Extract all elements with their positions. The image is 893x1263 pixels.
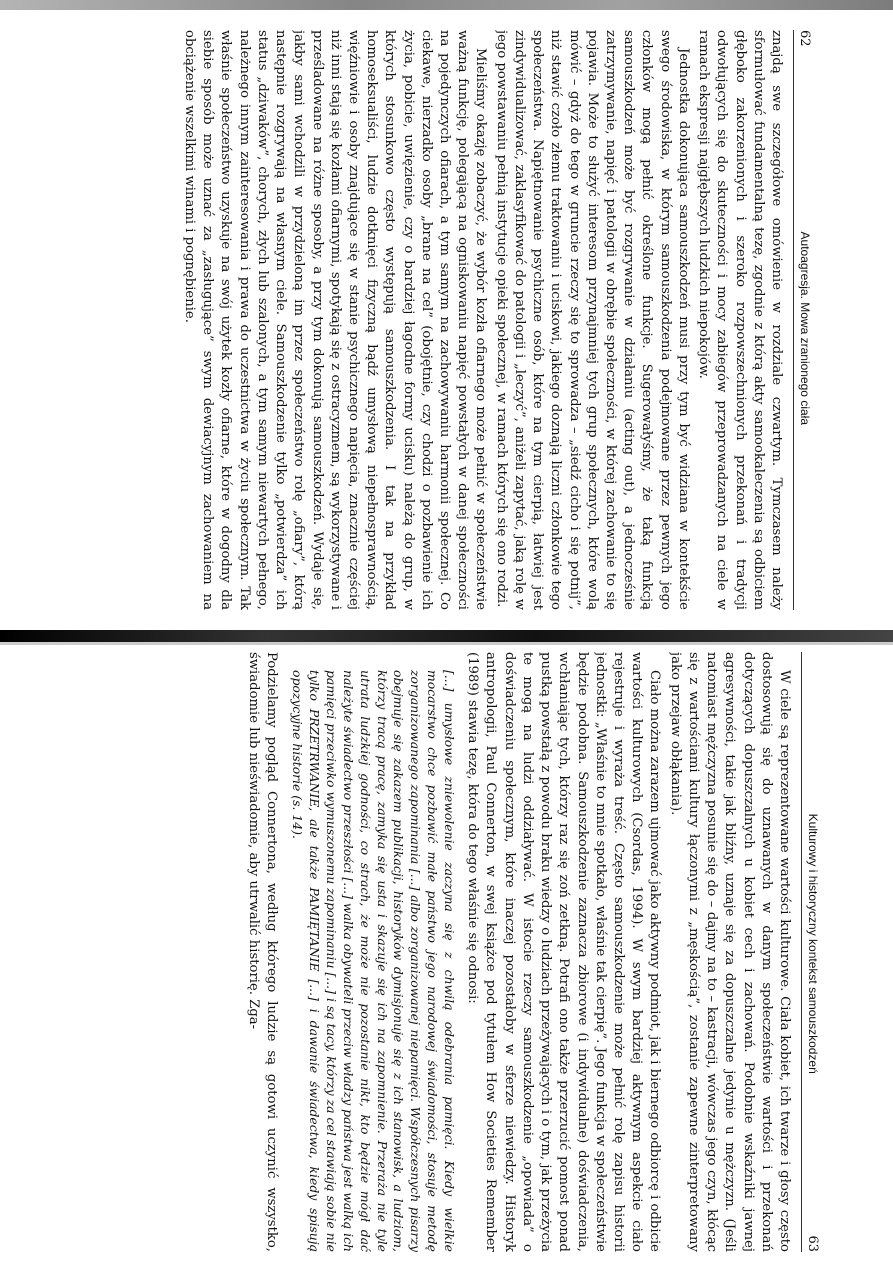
page-content-lower	[48, 652, 820, 1252]
page-number: 63	[805, 1235, 820, 1252]
paragraph: Jednostka dokonująca samouszkodzeń musi przy tym być widziana w kontekście swego środowiska, w którym samouszkodzenia podejmowane przez pewnych jego członków mogą pełnić określone funkcje. Sugerowałyśmy, że taką funkcją samouszkodzeń może być rozgrywanie w działaniu (acting out), a jednocześnie zatrzymywanie, napięć i patologii w obrębie społeczności, w której zachowanie to się pojawia. Może to służyć interesom przynajmniej tych grup społecznych, które wolą mówić – gdyż do tego w gruncie rzeczy się to sprowadza – „siedź cicho i się potnij”, niż stawić czoło złemu traktowaniu i uciskowi, jakiego doznają liczni członkowie tego społeczeństwa. Napiętnowanie psychiczne osób, które na tym cierpią, łatwiej jest zindywidualizować, zaklasyfikować do patologii i „leczyć”, aniżeli zapytać, jaką rolę w jego powstawaniu pełnią instytucje opieki społecznej, w ramach których się ono rodzi.	[493, 30, 691, 610]
paragraph: W ciele są reprezentowane wartości kulturowe. Ciała kobiet, ich twarze i głosy często dostosowują się do uznawanych w danym społeczeństwie wartości i przekonań dotyczących dopuszczalnych u kobiet cech i zachowań. Podobnie wskaźniki jawnej agresywności, takie jak bliźny, uznaje się za dopuszczalne jedynie u mężczyzn. (Jeśli natomiast mężczyzna posunie się do – dajmy na to – kastracji, wówczas jego czyn, kłócąc się z wartościami kultury łączonymi z „męskością”, zostanie zapewne zinterpretowany jako przejaw obłąkania).	[667, 652, 792, 1252]
paragraph: Ciało można zarazem ujmować jako aktywny podmiot, jak i biernego odbiorcę i odbicie wartości kulturowych (Csordas, 1994). W swym bardziej aktywnym aspekcie ciało rejestruje i wyraża treść. Często samouszkodzenie może pełnić rolę zapisu historii jednostki: „Właśnie to mnie spotkało, właśnie tak cierpię”. Jego funkcja w społeczeństwie będzie podobna. Samouszkodzenie zaznacza zbiorowe (i indywidualne) doświadczenia, wchłaniając tych, którzy raz się zoń zetkną. Potrafi ono także przerzucić pomost ponad pustką powstałą z powodu braku wiedzy o ludziach przeżywających i o tym, jak przeżycia te mogą na ludzi oddziaływać. W istocie rzeczy samouszkodzenie „opowiada” o doświadczeniu społecznym, które inaczej pozostałoby w sferze niewiedzy. Historyk antropologii, Paul Connerton, w swej książce pod tytułem How Societies Remember (1989) stawia tezę, która do tego właśnie się odnosi:	[465, 652, 663, 1252]
running-title: Kulturowy i historyczny kontekst samouszkodzeń	[806, 813, 820, 1074]
scan-edge-noise	[0, 0, 893, 10]
body-text-lower	[244, 652, 793, 1252]
book-page-upper	[52, 30, 812, 610]
running-head-lower	[801, 652, 820, 1252]
page-number: 62	[797, 30, 812, 47]
running-head-upper	[793, 30, 812, 610]
paragraph: Mieliśmy okazję zobaczyć, że wybór kozła ofiarnego może pełnić w społeczeństwie ważną funkcję, polegającą na ogniskowaniu napięć powstałych w danej społeczności na pojedynczych ofiarach, a tym samym na zachowywaniu harmonii społecznej. Co ciekawe, nierzadko osoby „brane na cel” (obojętnie, czy chodzi o pozbawienie ich życia, pobicie, uwięzienie, czy o bardziej łagodne formy ucisku) należą do grup, w których stosunkowo często występują samouszkodzenia. I tak na przykład homoseksualiści, ludzie dotknięci fizyczną bądź umysłową niepełnosprawnością, więźniowie i osoby znajdujące się w stanie psychicznego napięcia, znacznie częściej niż inni stają się kozłami ofiarnymi, spotykają się z ostracyzmem, są wykorzystywane i prześladowane na różne sposoby, a przy tym dokonują samouszkodzeń. Wydaje się, jakby sami wchodzili w przydzieloną im przez społeczeństwo rolę „ofiary”, którą następnie rozgrywają na własnym ciele. Samouszkodzenie tylko „potwierdza” ich status „dziwaków”, chorych, złych lub szalonych, a tym samym niewartych pełnego, należnego innym zainteresowania i prawa do uczestnictwa w życiu społecznym. Tak właśnie społeczeństwo uzyskuje na swój użytek kozły ofiarne, które w dogodny dla siebie sposób może uznać za „zasługujące” swym dewiacyjnym zachowaniem na obciążenie wszelkimi winami i pognębienie.	[182, 30, 489, 610]
body-text-upper	[180, 30, 785, 610]
paragraph: znajdą swe szczegółowe omówienie w rozdziale czwartym. Tymczasem należy sformułować fundamentalną tezę, zgodnie z którą akty samookaleczenia są odbiciem głęboko zakorzenionych i szeroko rozpowszechnionych przekonań i tradycji odwołujących się do skuteczności i mocy zabiegów przeprowadzanych na ciele w ramach ekspresji najgłębszych ludzkich niepokojów.	[696, 30, 784, 610]
page-content-upper	[52, 30, 812, 610]
paragraph: Podzielamy pogląd Connertona, według którego ludzie są gotowi uczynić wszystko, świadomie lub nieświadomie, aby utrwalić historię. Zga-	[246, 652, 280, 1252]
running-title: Autoagresja. Mowa zranionego ciała	[798, 231, 812, 425]
block-quote: [...] umysłowe zniewolenie zaczyna się z chwilą odebrania pamięci. Kiedy wielkie mocarstwo chce pozbawić małe państwo jego narodowej świadomości, stosuje metodę zorganizowanego zapominania [...] albo zorganizowanej niepamięci. Współczesnych pisarzy obejmuje się zakazem publikacji, historyków dymisjonuje się z ich stanowisk, a ludziom, którzy tracą pracę, zamyka się usta i skazuje się ich na zapomnienie. Przeraża nie tyle utrata ludzkiej godności, co strach, że może nie pozostanie nikt, kto będzie mógł dać należyte świadectwo przeszłości [...] walka obywateli przeciw władzy państwa jest walką ich pamięci przeciwko wymuszonemu zapominaniu [...] i są tacy, którzy za cel stawiają sobie nie tylko PRZETRWANIE, ale także PAMIĘTANIE [...] i dawanie świadectwa, kiedy spisują opozycyjne historie (s. 14).	[290, 670, 458, 1252]
book-page-lower	[48, 652, 820, 1252]
page-gutter-divider	[0, 630, 893, 642]
